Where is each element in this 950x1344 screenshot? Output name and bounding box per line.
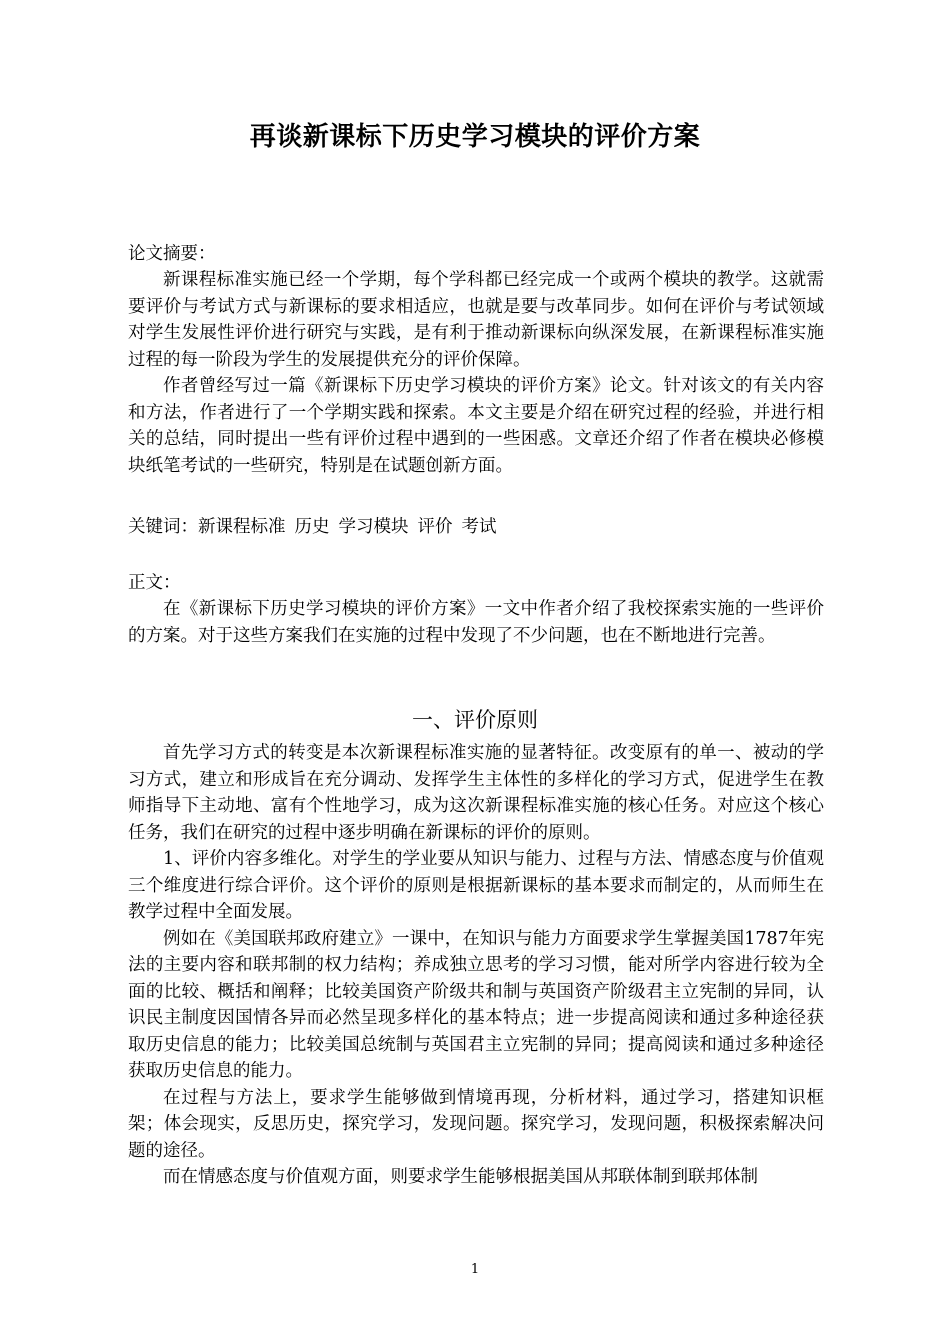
body-intro [128, 596, 824, 649]
section-body [128, 740, 824, 1191]
page-number: 1 [470, 1262, 480, 1277]
document-title: 再谈新课标下历史学习模块的评价方案 [249, 122, 701, 152]
keyword: 新课程标准 [198, 517, 286, 537]
body-intro-paragraph: 在《新课标下历史学习模块的评价方案》一文中作者介绍了我校探索实施的一些评价的方案。对于这些方案我们在实施的过程中发现了不少问题，也在不断地进行完善。 [128, 599, 824, 646]
abstract-label: 论文摘要： [128, 244, 216, 264]
keyword: 历史 [294, 517, 330, 537]
keyword: 考试 [461, 517, 497, 537]
keywords-line [128, 514, 506, 541]
keyword: 学习模块 [338, 517, 409, 537]
abstract-body [128, 267, 824, 479]
body-label: 正文： [128, 573, 181, 593]
keywords-label: 关键词： [128, 517, 198, 537]
section-paragraph: 在过程与方法上，要求学生能够做到情境再现，分析材料，通过学习，搭建知识框架；体会现实，反思历史，探究学习，发现问题。探究学习，发现问题，积极探索解决问题的途径。 [128, 1087, 824, 1161]
abstract-paragraph: 作者曾经写过一篇《新课标下历史学习模块的评价方案》论文。针对该文的有关内容和方法，作者进行了一个学期实践和探索。本文主要是介绍在研究过程的经验，并进行相关的总结，同时提出一些有评价过程中遇到的一些困惑。文章还介绍了作者在模块必修模块纸笔考试的一些研究，特别是在试题创新方面。 [128, 376, 824, 476]
abstract-paragraph: 新课程标准实施已经一个学期，每个学科都已经完成一个或两个模块的教学。这就需要评价与考试方式与新课标的要求相适应，也就是要与改革同步。如何在评价与考试领域对学生发展性评价进行研究与实践，是有利于推动新课标向纵深发展，在新课程标准实施过程的每一阶段为学生的发展提供充分的评价保障。 [128, 270, 824, 370]
section-paragraph: 而在情感态度与价值观方面，则要求学生能够根据美国从邦联体制到联邦体制 [163, 1167, 758, 1187]
keyword: 评价 [417, 517, 453, 537]
section-heading: 一、评价原则 [412, 708, 538, 732]
section-paragraph: 1、评价内容多维化。对学生的学业要从知识与能力、过程与方法、情感态度与价值观三个维度进行综合评价。这个评价的原则是根据新课标的基本要求而制定的，从而师生在教学过程中全面发展。 [128, 849, 824, 922]
section-paragraph: 例如在《美国联邦政府建立》一课中，在知识与能力方面要求学生掌握美国1787年宪法的主要内容和联邦制的权力结构；养成独立思考的学习习惯，能对所学内容进行较为全面的比较、概括和阐释；比较美国资产阶级共和制与英国资产阶级君主立宪制的异同，认识民主制度因国情各异而必然呈现多样化的基本特点；进一步提高阅读和通过多种途径获取历史信息的能力；比较美国总统制与英国君主立宪制的异同；提高阅读和通过多种途径获取历史信息的能力。 [128, 928, 824, 1081]
section-paragraph: 首先学习方式的转变是本次新课程标准实施的显著特征。改变原有的单一、被动的学习方式，建立和形成旨在充分调动、发挥学生主体性的多样化的学习方式，促进学生在教师指导下主动地、富有个性地学习，成为这次新课程标准实施的核心任务。对应这个核心任务，我们在研究的过程中逐步明确在新课标的评价的原则。 [128, 743, 824, 843]
